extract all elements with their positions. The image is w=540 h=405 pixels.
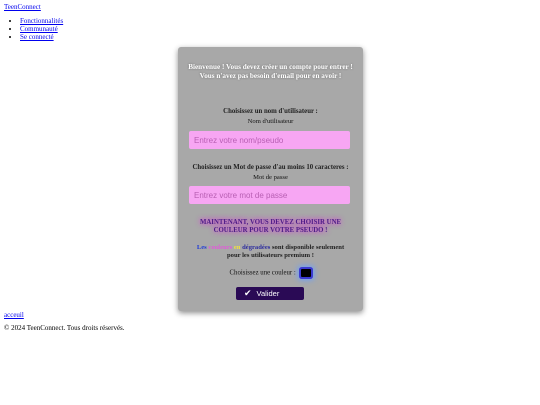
nav-item-features <box>20 17 63 25</box>
submit-button[interactable] <box>236 287 304 300</box>
premium-rest: sont disponible seulement pour les utilisateurs premium ! <box>227 244 345 259</box>
submit-label: Valider <box>256 289 280 298</box>
nav-link-community[interactable]: Communauté <box>20 25 58 33</box>
color-label: Choisissez une couleur : <box>229 269 296 277</box>
welcome-line-1: Bienvenue ! Vous devez créer un compte pour entrer ! <box>188 63 353 71</box>
copyright-text: © 2024 TeenConnect. Tous droits réservés. <box>4 324 125 332</box>
choose-color-heading: MAINTENANT, VOUS DEVEZ CHOISIR UNE COULEUR POUR VOTRE PSEUDO ! <box>199 219 342 234</box>
premium-word-couleurs: couleurs <box>208 244 233 251</box>
signup-card <box>178 47 363 311</box>
color-picker-row <box>178 269 363 277</box>
premium-notice <box>190 244 351 260</box>
brand-link[interactable]: TeenConnect <box>4 3 41 11</box>
welcome-message <box>186 63 355 81</box>
nav-link-features[interactable]: Fonctionnalités <box>20 17 64 25</box>
premium-word-les: Les <box>196 244 207 251</box>
password-input[interactable] <box>189 186 350 204</box>
check-icon: ✔ <box>244 288 252 298</box>
welcome-line-2: Vous n'avez pas besoin d'email pour en avoir ! <box>199 72 342 80</box>
password-question: Choisissez un Mot de passe d'au moins 10 caracteres : <box>192 164 349 171</box>
premium-word-degradees: dégradées <box>242 244 271 251</box>
password-label: Mot de passe <box>253 174 288 181</box>
premium-word-en: en <box>233 244 241 251</box>
username-input[interactable] <box>189 131 350 149</box>
username-question: Choisissez un nom d'utilisateur : <box>223 108 318 115</box>
nav-link-login[interactable]: Se connecté <box>20 33 54 41</box>
username-label: Nom d'utilisateur <box>247 118 294 125</box>
color-picker[interactable] <box>301 269 311 277</box>
nav-item-community <box>20 25 63 33</box>
footer-home-link[interactable]: acceuil <box>4 311 24 319</box>
main-nav <box>10 17 63 41</box>
nav-item-login <box>20 33 63 41</box>
